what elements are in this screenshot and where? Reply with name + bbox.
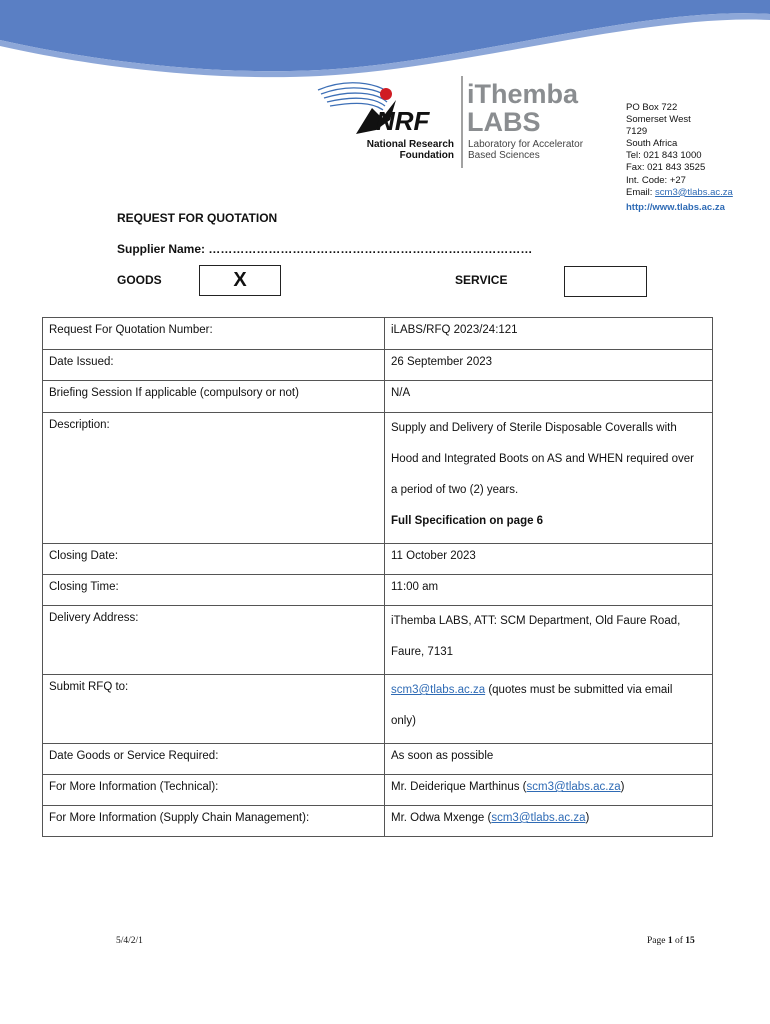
rfq-details-table	[42, 317, 713, 837]
page-of: of	[672, 936, 686, 946]
page-number	[647, 936, 695, 946]
technical-email-link[interactable]: scm3@tlabs.ac.za	[526, 781, 621, 793]
scm-contact-name: Mr. Odwa Mxenge (	[391, 812, 492, 824]
technical-contact-name: Mr. Deiderique Marthinus (	[391, 781, 527, 793]
ithemba-wordmark: iThemba	[467, 79, 579, 109]
date-issued-value: 26 September 2023	[385, 350, 713, 381]
email-link[interactable]: scm3@tlabs.ac.za	[655, 186, 733, 198]
scm-email-link[interactable]: scm3@tlabs.ac.za	[491, 812, 586, 824]
submit-rfq-label: Submit RFQ to:	[43, 675, 385, 744]
date-issued-label: Date Issued:	[43, 350, 385, 381]
table-row	[43, 544, 713, 575]
closing-time-label: Closing Time:	[43, 575, 385, 606]
scm-info-value	[385, 806, 713, 837]
technical-info-value	[385, 775, 713, 806]
po-box: PO Box 722	[626, 102, 678, 113]
document-reference: 5/4/2/1	[116, 936, 143, 946]
description-value	[385, 413, 713, 544]
service-label: SERVICE	[455, 273, 508, 287]
closing-date-value: 11 October 2023	[385, 544, 713, 575]
technical-info-label: For More Information (Technical):	[43, 775, 385, 806]
country: South Africa	[626, 138, 678, 150]
submit-line	[391, 681, 706, 712]
goods-label: GOODS	[117, 273, 162, 287]
technical-suffix: )	[620, 781, 625, 793]
table-row	[43, 675, 713, 744]
postal-code: 7129	[626, 126, 648, 138]
page-title: REQUEST FOR QUOTATION	[117, 211, 278, 225]
contact-address	[626, 102, 733, 214]
closing-date-label: Closing Date:	[43, 544, 385, 575]
table-row	[43, 318, 713, 350]
table-row	[43, 413, 713, 544]
ithemba-nrf-logo	[316, 72, 610, 172]
rfq-number-value: iLABS/RFQ 2023/24:121	[385, 318, 713, 350]
submit-note: (quotes must be submitted via email	[485, 684, 673, 696]
website-link[interactable]: http://www.tlabs.ac.za	[626, 201, 725, 213]
closing-time-value: 11:00 am	[385, 575, 713, 606]
description-line: Supply and Delivery of Sterile Disposable Coveralls with	[391, 422, 677, 434]
goods-checkbox[interactable]: X	[199, 265, 281, 296]
description-line: Hood and Integrated Boots on AS and WHEN required over	[391, 453, 695, 465]
page-total: 15	[685, 936, 695, 946]
table-row	[43, 775, 713, 806]
rfq-number-label: Request For Quotation Number:	[43, 318, 385, 350]
service-checkbox[interactable]	[564, 266, 647, 297]
town: Somerset West	[626, 114, 691, 126]
table-row	[43, 744, 713, 775]
labs-wordmark: LABS	[467, 107, 541, 137]
submit-email-link[interactable]: scm3@tlabs.ac.za	[391, 684, 486, 696]
delivery-line: iThemba LABS, ATT: SCM Department, Old Faure Road,	[391, 615, 681, 627]
nrf-name: National Research Foundation	[366, 139, 454, 161]
date-required-label: Date Goods or Service Required:	[43, 744, 385, 775]
delivery-line: Faure, 7131	[391, 646, 454, 658]
scm-suffix: )	[585, 812, 590, 824]
page-prefix: Page	[647, 936, 668, 946]
fax: Fax: 021 843 3525	[626, 162, 706, 174]
description-line: a period of two (2) years.	[391, 484, 519, 496]
nrf-wordmark: NRF	[376, 106, 430, 136]
page-current: 1	[667, 936, 673, 946]
int-code: Int. Code: +27	[626, 174, 686, 186]
table-row	[43, 381, 713, 413]
table-row	[43, 575, 713, 606]
specification-note: Full Specification on page 6	[391, 515, 544, 527]
scm-info-label: For More Information (Supply Chain Management):	[43, 806, 385, 837]
delivery-address-value	[385, 606, 713, 675]
table-row	[43, 806, 713, 837]
briefing-value: N/A	[385, 381, 713, 413]
email-row	[626, 187, 733, 199]
date-required-value: As soon as possible	[385, 744, 713, 775]
delivery-address-label: Delivery Address:	[43, 606, 385, 675]
supplier-name-line: Supplier Name: ………………………………………………………………………	[117, 242, 533, 256]
table-row	[43, 606, 713, 675]
email-label: Email:	[626, 186, 653, 198]
briefing-label: Briefing Session If applicable (compulsory or not)	[43, 381, 385, 413]
submit-line: only)	[391, 715, 416, 727]
description-label: Description:	[43, 413, 385, 544]
telephone: Tel: 021 843 1000	[626, 150, 702, 162]
table-row	[43, 350, 713, 381]
submit-rfq-value	[385, 675, 713, 744]
ithemba-tagline: Laboratory for Accelerator Based Sciences	[468, 139, 584, 161]
